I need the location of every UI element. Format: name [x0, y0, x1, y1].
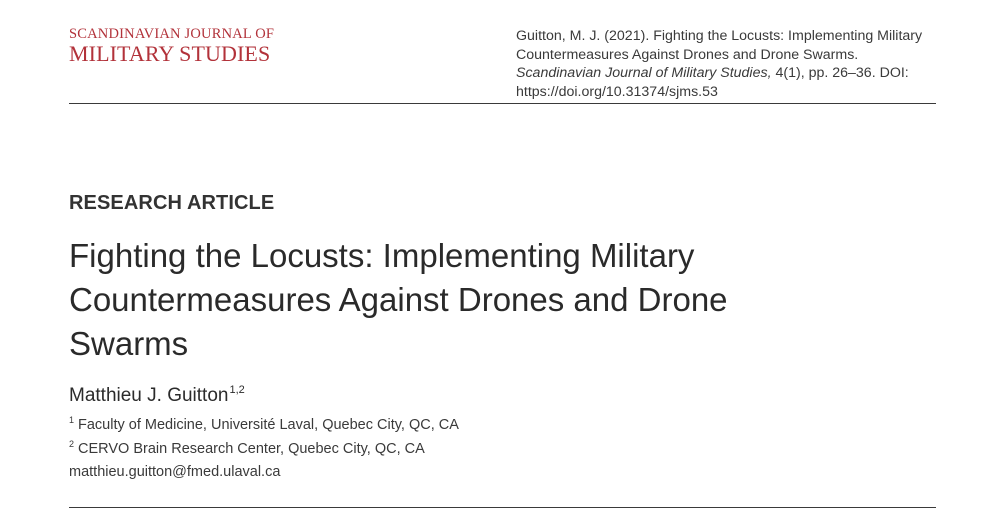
author-line	[69, 384, 245, 407]
header-divider	[69, 103, 936, 104]
citation-journal: Scandinavian Journal of Military Studies,	[516, 65, 772, 81]
author-affiliation-marks: 1,2	[229, 384, 245, 396]
article-title: Fighting the Locusts: Implementing Military Countermeasures Against Drones and Drone Swarms	[69, 237, 728, 362]
article-type: RESEARCH ARTICLE	[69, 192, 275, 214]
affiliation-2-mark: 2	[69, 439, 75, 449]
affiliation-1-text: Faculty of Medicine, Université Laval, Quebec City, QC, CA	[78, 417, 459, 433]
affiliation-1-mark: 1	[69, 415, 75, 425]
citation-block	[516, 27, 936, 101]
affiliation-2	[69, 439, 425, 457]
author-name: Matthieu J. Guitton	[69, 385, 229, 406]
affiliation-1	[69, 415, 459, 433]
citation-details: 4(1), pp. 26–36. DOI: https://doi.org/10.31374/sjms.53	[516, 65, 909, 100]
journal-name-line2: MILITARY STUDIES	[69, 40, 271, 66]
citation-text: Guitton, M. J. (2021). Fighting the Locusts: Implementing Military Countermeasures Against Drones and Drone Swarms.	[516, 28, 923, 63]
footer-divider	[69, 507, 936, 508]
affiliation-2-text: CERVO Brain Research Center, Quebec City, QC, CA	[78, 441, 425, 457]
author-email[interactable]: matthieu.guitton@fmed.ulaval.ca	[69, 464, 281, 480]
journal-logo	[69, 27, 274, 65]
journal-name-line1: SCANDINAVIAN JOURNAL OF	[69, 26, 275, 42]
